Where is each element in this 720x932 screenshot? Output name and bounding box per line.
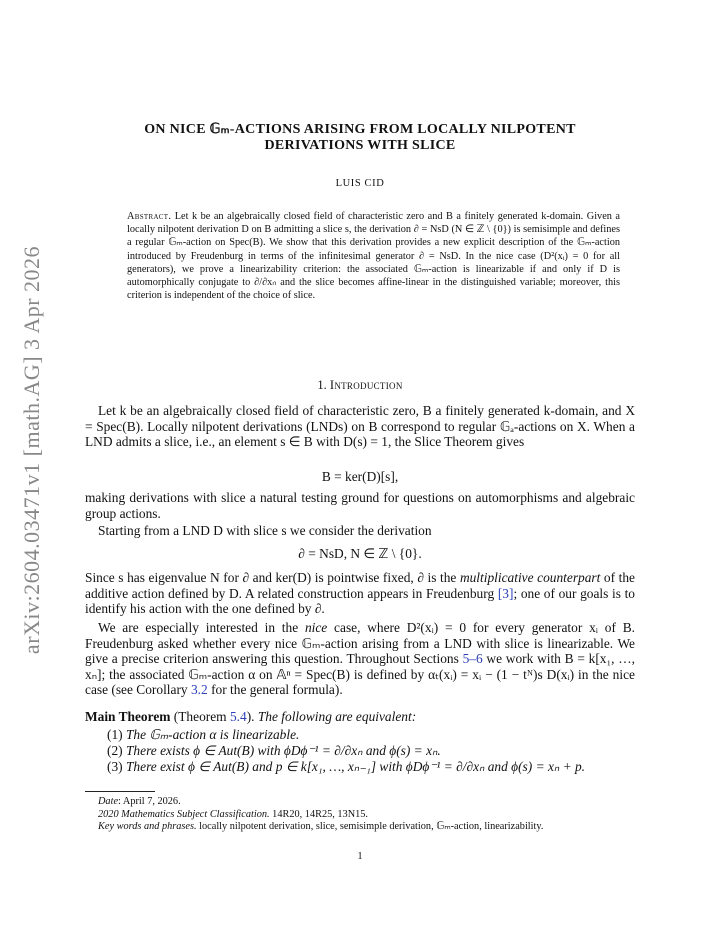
title-line-2: DERIVATIONS WITH SLICE	[264, 138, 456, 153]
section-title: Introduction	[329, 378, 403, 392]
footnote-divider	[85, 791, 155, 792]
footnote-msc	[85, 809, 635, 822]
intro-paragraph-5	[85, 620, 635, 698]
intro-paragraph-4	[85, 570, 635, 617]
keywords-value: locally nilpotent derivation, slice, semisimple derivation, 𝔾ₘ-action, linearizability.	[196, 821, 544, 833]
date-value: : April 7, 2026.	[118, 796, 181, 807]
abstract-text: Let k be an algebraically closed field of characteristic zero and B a finitely generated k-domain. Given a locally nilpotent derivation D on B admitting a slice s, the derivation ∂ = NsD (N ∈ ℤ \ {0}) is semisimple and defines a regular 𝔾ₘ-action on Spec(B). We show that this derivation provides a new explicit description of the 𝔾ₘ-action introduced by Freudenburg in terms of the infinitesimal generator ∂ = NsD. In the nice case (D²(xᵢ) = 0 for all generators), we prove a linearizability criterion: the associated 𝔾ₘ-action is linearizable if and only if D is automorphically conjugate to ∂/∂xₙ and the slice becomes affine-linear in the distinguished variable; moreover, this criterion is independent of the choice of slice.	[127, 211, 621, 302]
item-number: (3)	[107, 759, 123, 775]
citation-link[interactable]: [3]	[497, 585, 514, 601]
arxiv-identifier[interactable]: arXiv:2604.03471v1 [math.AG] 3 Apr 2026	[19, 245, 44, 655]
theorem-item	[107, 727, 637, 743]
footnotes	[85, 796, 635, 834]
p4-text-a: Since s has eigenvalue N for ∂ and ker(D) is pointwise fixed, ∂ is the	[85, 570, 460, 585]
keywords-label: Key words and phrases.	[98, 821, 197, 833]
main-theorem-intro: The following are equivalent:	[257, 709, 417, 724]
theorem-item-list	[107, 727, 637, 776]
section-number: 1.	[317, 378, 327, 392]
theorem-ref-link[interactable]: 5.4	[229, 709, 247, 724]
intro-paragraph-3: Starting from a LND D with slice s we consider the derivation	[98, 523, 432, 538]
p4-text-c: ; one of our goals is to identify his action with the one defined by ∂.	[85, 585, 635, 617]
intro-paragraph-2: making derivations with slice a natural testing ground for questions on automorphisms and algebraic group actions.	[85, 490, 635, 521]
date-label: Date	[98, 796, 119, 807]
paper-title	[110, 122, 610, 154]
p5-text-a: We are especially interested in the	[98, 620, 305, 635]
item-number: (1)	[107, 727, 123, 742]
p5-text-d: for the general formula).	[207, 682, 343, 698]
theorem-ref-suffix: ).	[246, 709, 255, 724]
footnote-keywords	[85, 821, 635, 834]
main-theorem-statement	[85, 709, 635, 725]
item-text: There exist ϕ ∈ Aut(B) and p ∈ k[x₁, …, xₙ₋₁] with ϕDϕ⁻¹ = ∂/∂xₙ and ϕ(s) = xₙ + p.	[125, 759, 586, 775]
section-heading	[110, 378, 610, 393]
page-number: 1	[357, 851, 363, 862]
msc-value: 14R20, 14R25, 13N15.	[269, 808, 369, 820]
equation-slice-theorem: B = ker(D)[s],	[321, 469, 399, 484]
intro-paragraph-1: Let k be an algebraically closed field of characteristic zero, B a finitely generated k-domain, and X = Spec(B). Locally nilpotent derivations (LNDs) on B correspond to regular 𝔾ₐ-actions on X. When a LND admits a slice, i.e., an element s ∈ B with D(s) = 1, the Slice Theorem gives	[85, 403, 635, 450]
equation-derivation: ∂ = NsD, N ∈ ℤ \ {0}.	[298, 546, 422, 561]
item-text: The 𝔾ₘ-action α is linearizable.	[125, 727, 300, 742]
p5-text-c: we work with B = k[x₁, …, xₙ]; the associated 𝔾ₘ-action α on 𝔸ⁿ = Spec(B) is defined by αₜ(xᵢ) = xᵢ − (1 − tᴺ)s D(xᵢ) in the nice case (see Corollary	[85, 651, 635, 698]
p4-emphasis: multiplicative counterpart	[459, 570, 601, 585]
theorem-item	[107, 743, 637, 759]
title-line-1: ON NICE 𝔾ₘ-ACTIONS ARISING FROM LOCALLY NILPOTENT	[144, 122, 576, 137]
footnote-date	[85, 796, 635, 809]
msc-label: 2020 Mathematics Subject Classification.	[98, 808, 270, 820]
main-theorem-label: Main Theorem	[85, 709, 171, 724]
author-name: LUIS CID	[335, 178, 385, 189]
abstract	[127, 210, 620, 302]
corollary-ref-link[interactable]: 3.2	[190, 682, 208, 698]
section-ref-link[interactable]: 5–6	[462, 651, 483, 667]
p5-emphasis: nice	[304, 620, 328, 635]
p4-text-b: of the additive action defined by D. A related construction appears in Freudenburg	[85, 570, 635, 601]
theorem-item	[107, 759, 637, 775]
abstract-label: Abstract.	[127, 211, 172, 222]
item-number: (2)	[107, 743, 123, 759]
theorem-ref-prefix: (Theorem	[173, 709, 230, 724]
arxiv-sidebar-stamp	[4, 245, 60, 655]
item-text: There exists ϕ ∈ Aut(B) with ϕDϕ⁻¹ = ∂/∂xₙ and ϕ(s) = xₙ.	[125, 743, 441, 759]
p5-text-b: case, where D²(xᵢ) = 0 for every generator xᵢ of B. Freudenburg asked whether every nice 𝔾ₘ-action arising from a LND with slice is linearizable. We give a precise criterion answering this question. Throughout Sections	[85, 620, 635, 667]
